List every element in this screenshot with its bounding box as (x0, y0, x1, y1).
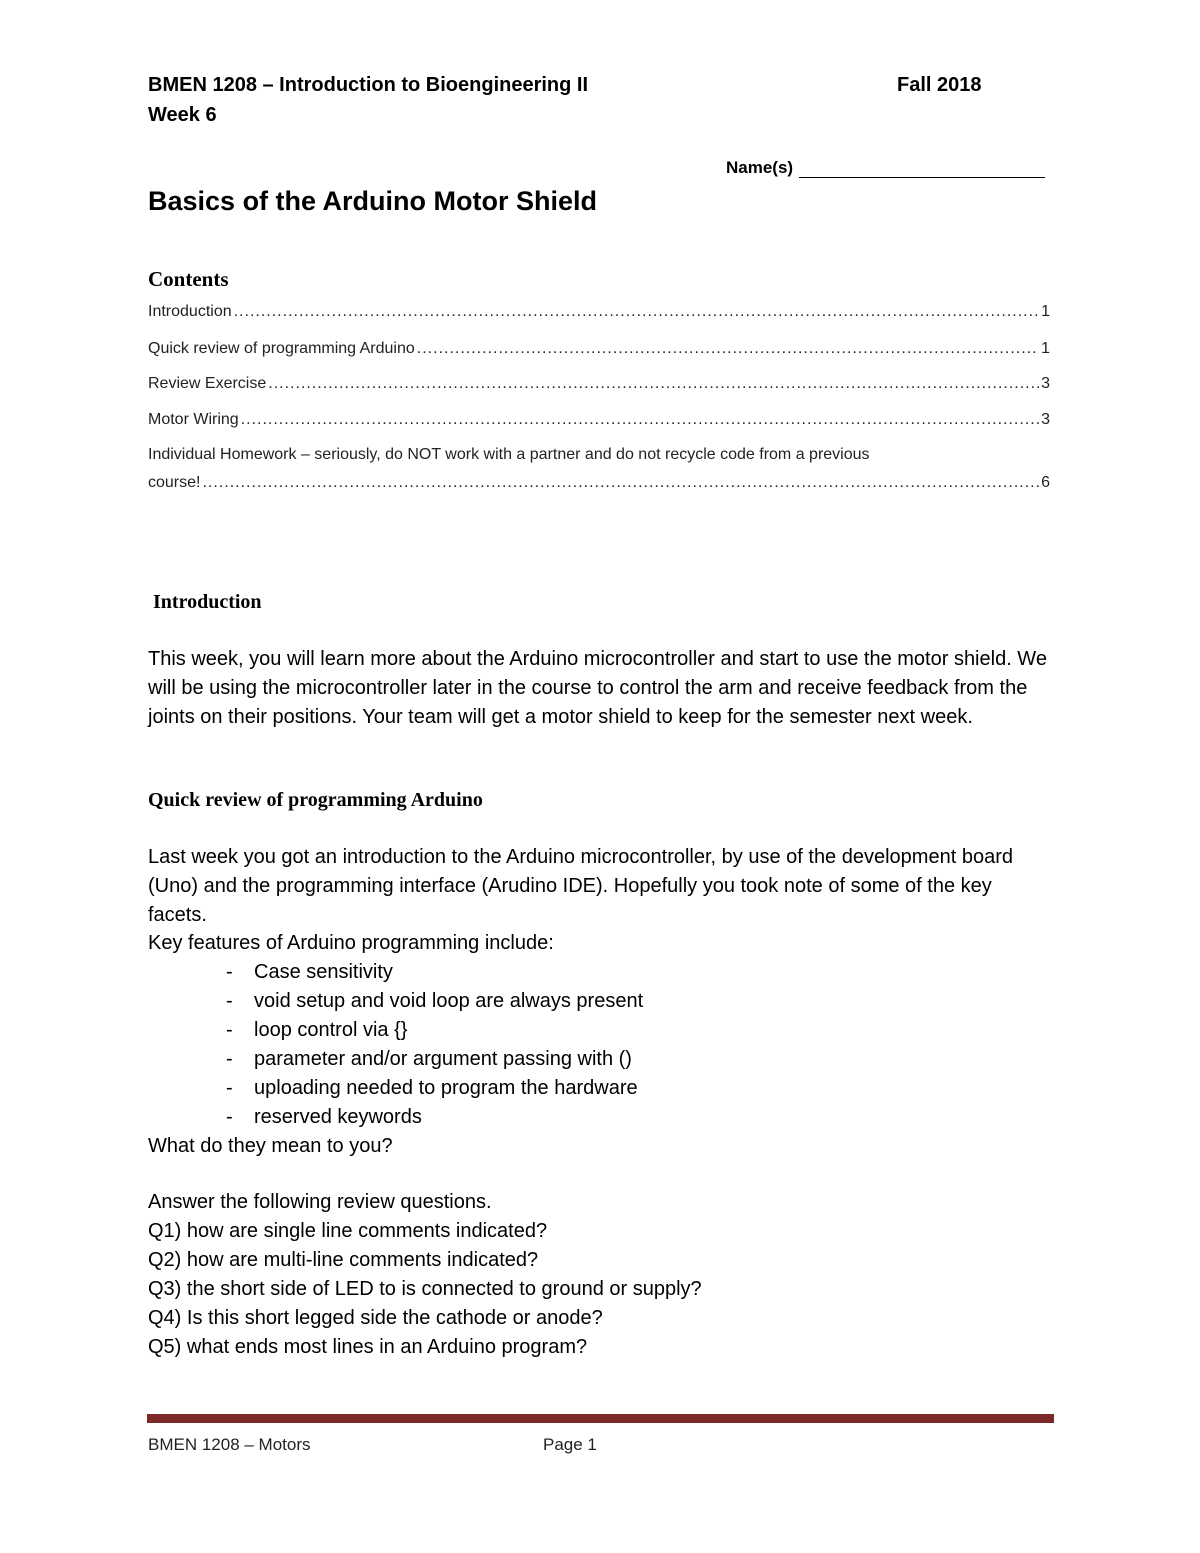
toc-leader (234, 303, 1039, 321)
section-heading-quick-review: Quick review of programming Arduino (148, 789, 483, 811)
quick-review-paragraph: Last week you got an introduction to the Arduino microcontroller, by use of the development board (Uno) and the programming interface (Arudino IDE). Hopefully you took note of some of the key facets. (148, 846, 1013, 926)
features-list (226, 958, 643, 1132)
list-item (226, 1103, 643, 1132)
toc-heading: Contents (148, 267, 229, 291)
toc-entry[interactable] (148, 411, 1050, 429)
toc-entry-page: 6 (1041, 474, 1050, 491)
list-item-text: Case sensitivity (254, 961, 393, 983)
list-item (226, 958, 643, 987)
review-question: Q2) how are multi-line comments indicated? (148, 1249, 539, 1271)
toc-entry-page: 3 (1041, 411, 1050, 428)
list-item-text: parameter and/or argument passing with () (254, 1048, 632, 1070)
review-question: Q5) what ends most lines in an Arduino program? (148, 1336, 588, 1358)
toc-entry-page: 1 (1041, 303, 1050, 320)
toc-entry[interactable] (148, 340, 1050, 358)
reflection-question: What do they mean to you? (148, 1135, 393, 1157)
bullet-dash: - (226, 1019, 233, 1041)
list-item (226, 1074, 643, 1103)
toc-entry-text-continued: course! (148, 474, 201, 491)
review-question: Q4) Is this short legged side the cathode or anode? (148, 1307, 603, 1329)
footer-rule (147, 1414, 1054, 1423)
toc-entry-text: Introduction (148, 303, 232, 320)
names-field (726, 158, 1045, 178)
list-item (226, 1045, 643, 1074)
document-title: Basics of the Arduino Motor Shield (148, 186, 598, 216)
review-question: Q1) how are single line comments indicated? (148, 1220, 548, 1242)
toc-entry[interactable] (148, 303, 1050, 321)
review-questions-intro: Answer the following review questions. (148, 1191, 492, 1213)
bullet-dash: - (226, 961, 233, 983)
toc-entry-page: 3 (1041, 375, 1050, 392)
bullet-dash: - (226, 990, 233, 1012)
list-item-text: reserved keywords (254, 1106, 422, 1128)
header-week: Week 6 (148, 104, 217, 126)
toc-entry-text: Review Exercise (148, 375, 267, 392)
footer-page-number: Page 1 (543, 1435, 597, 1454)
toc-leader (241, 411, 1039, 429)
features-label: Key features of Arduino programming include: (148, 932, 554, 954)
section-heading-introduction: Introduction (153, 591, 262, 613)
bullet-dash: - (226, 1048, 233, 1070)
toc-entry-text[interactable]: Individual Homework – seriously, do NOT work with a partner and do not recycle code from a previous (148, 446, 870, 463)
header-term: Fall 2018 (897, 74, 982, 96)
list-item-text: void setup and void loop are always present (254, 990, 644, 1012)
toc-entry[interactable] (148, 375, 1050, 393)
review-question: Q3) the short side of LED to is connected to ground or supply? (148, 1278, 702, 1300)
header-course-title: BMEN 1208 – Introduction to Bioengineering II (148, 74, 589, 96)
toc-leader (268, 375, 1039, 393)
list-item (226, 987, 643, 1016)
list-item-text: uploading needed to program the hardware (254, 1077, 638, 1099)
bullet-dash: - (226, 1106, 233, 1128)
toc-entry-text: Quick review of programming Arduino (148, 340, 415, 357)
toc-entry[interactable] (148, 474, 1050, 492)
toc-entry-text: Motor Wiring (148, 411, 239, 428)
list-item-text: loop control via {} (254, 1019, 408, 1041)
footer-title: BMEN 1208 – Motors (148, 1435, 311, 1454)
toc-entry-page: 1 (1041, 340, 1050, 357)
toc-leader (202, 474, 1039, 492)
names-label: Name(s) (726, 158, 794, 177)
toc-leader (417, 340, 1039, 358)
bullet-dash: - (226, 1077, 233, 1099)
list-item (226, 1016, 643, 1045)
names-blank-line (799, 159, 1045, 178)
review-questions-list (148, 1217, 702, 1362)
introduction-paragraph: This week, you will learn more about the Arduino microcontroller and start to use the motor shield. We will be using the microcontroller later in the course to control the arm and receive feedback from the joints on their positions. Your team will get a motor shield to keep for the semester next week. (148, 648, 1047, 728)
